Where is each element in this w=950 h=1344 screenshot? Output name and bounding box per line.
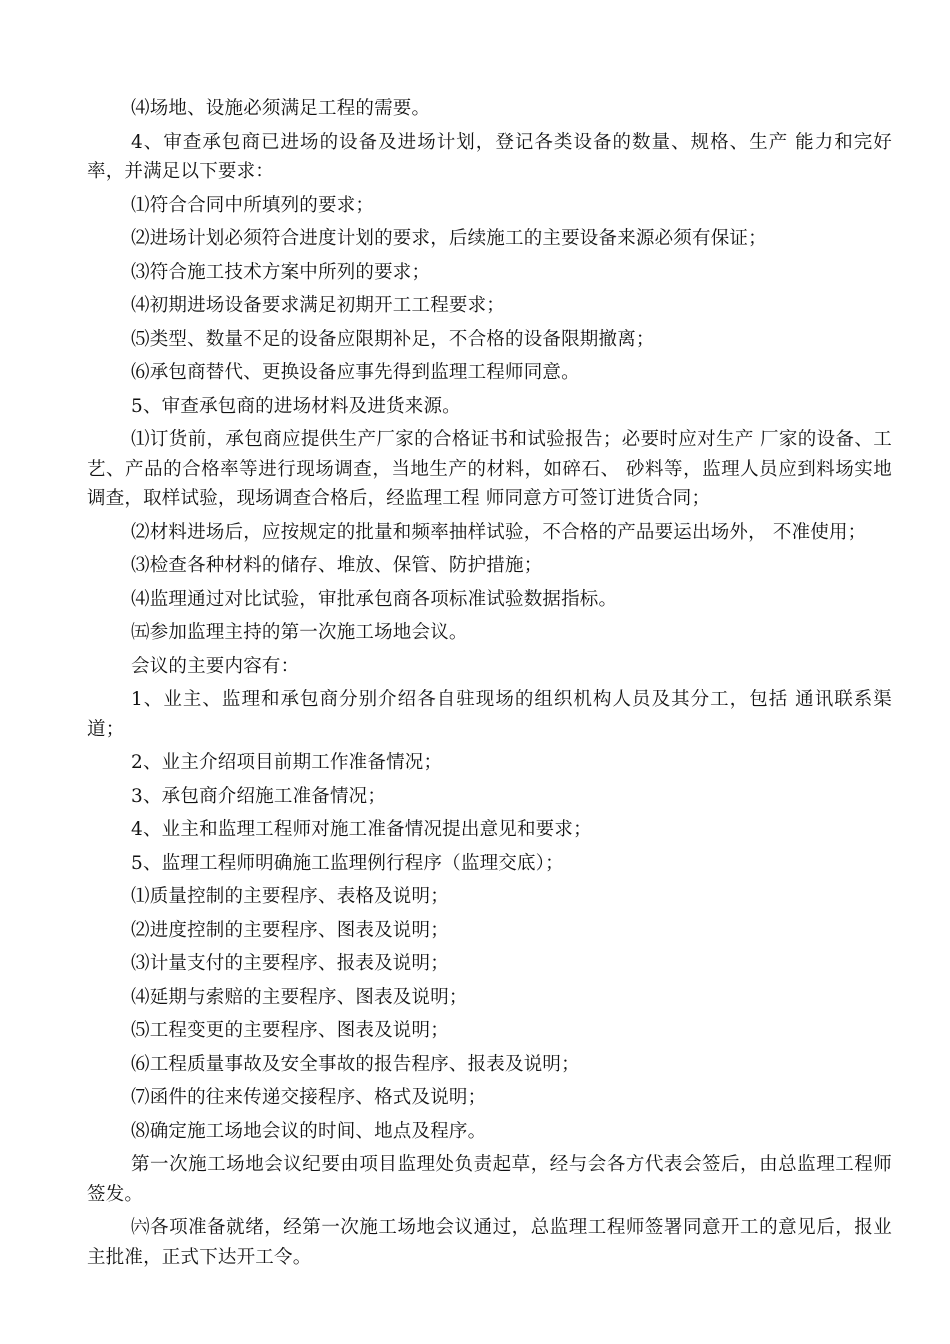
- paragraph: ⑷初期进场设备要求满足初期开工工程要求；: [131, 295, 506, 316]
- paragraph: ⑵材料进场后，应按规定的批量和频率抽样试验，不合格的产品要运出场外， 不准使用；: [131, 521, 867, 543]
- paragraph: ⑹承包商替代、更换设备应事先得到监理工程师同意。: [131, 362, 580, 383]
- paragraph: ㈤参加监理主持的第一次施工场地会议。: [131, 622, 468, 643]
- paragraph: 4、审查承包商已进场的设备及进场计划，登记各类设备的数量、规格、生产 能力和完好率，并满足以下要求：: [87, 131, 892, 182]
- paragraph: 1、业主、监理和承包商分别介绍各自驻现场的组织机构人员及其分工，包括 通讯联系渠道；: [87, 689, 892, 740]
- paragraph: ⑴质量控制的主要程序、表格及说明；: [131, 886, 449, 907]
- paragraph: ⑴订货前，承包商应提供生产厂家的合格证书和试验报告；必要时应对生产 厂家的设备、工艺、产品的合格率等进行现场调查，当地生产的材料，如碎石、 砂料等，监理人员应到料场实地调查，取样试验，现场调查合格后，经监理工程 师同意方可签订进货合同；: [87, 429, 892, 509]
- paragraph: 第一次施工场地会议纪要由项目监理处负责起草，经与会各方代表会签后，由总监理工程师签发。: [87, 1154, 892, 1205]
- paragraph: ⑵进场计划必须符合进度计划的要求，后续施工的主要设备来源必须有保证；: [131, 228, 767, 249]
- paragraph: ⑴符合合同中所填列的要求；: [131, 194, 375, 216]
- paragraph: ⑶计量支付的主要程序、报表及说明；: [131, 953, 449, 974]
- paragraph: ⑹工程质量事故及安全事故的报告程序、报表及说明；: [131, 1053, 580, 1075]
- paragraph: 2、业主介绍项目前期工作准备情况；: [131, 752, 443, 773]
- paragraph: ⑶检查各种材料的储存、堆放、保管、防护措施；: [131, 555, 543, 576]
- paragraph: ⑷场地、设施必须满足工程的需要。: [131, 98, 431, 119]
- paragraph: ⑸工程变更的主要程序、图表及说明；: [131, 1020, 449, 1041]
- paragraph: ⑸类型、数量不足的设备应限期补足，不合格的设备限期撤离；: [131, 328, 655, 350]
- paragraph: ㈥各项准备就绪，经第一次施工场地会议通过，总监理工程师签署同意开工的意见后，报业主批准，正式下达开工令。: [87, 1217, 892, 1268]
- paragraph: 5、审查承包商的进场材料及进货来源。: [131, 395, 461, 417]
- paragraph: ⑺函件的往来传递交接程序、格式及说明；: [131, 1087, 487, 1108]
- paragraph: ⑷延期与索赔的主要程序、图表及说明；: [131, 986, 468, 1008]
- paragraph: 3、承包商介绍施工准备情况；: [131, 785, 387, 807]
- paragraph: ⑵进度控制的主要程序、图表及说明；: [131, 919, 449, 941]
- paragraph: ⑶符合施工技术方案中所列的要求；: [131, 261, 431, 283]
- paragraph: ⑻确定施工场地会议的时间、地点及程序。: [131, 1120, 487, 1142]
- paragraph: 4、业主和监理工程师对施工准备情况提出意见和要求；: [131, 819, 592, 840]
- paragraph: ⑷监理通过对比试验，审批承包商各项标准试验数据指标。: [131, 588, 618, 610]
- document-body: [87, 94, 892, 1276]
- paragraph: 5、监理工程师明确施工监理例行程序（监理交底）；: [131, 852, 564, 874]
- paragraph: 会议的主要内容有：: [131, 655, 300, 677]
